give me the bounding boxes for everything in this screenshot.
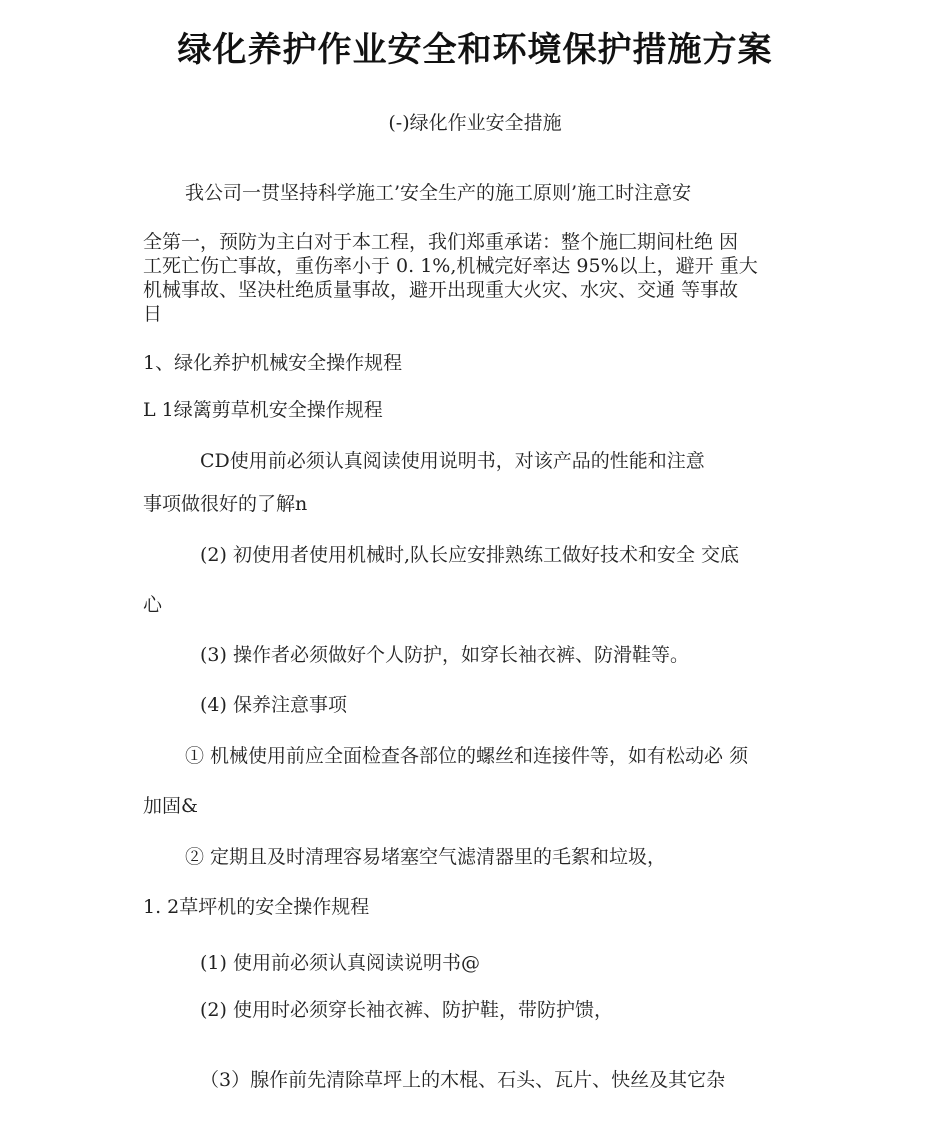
sub-list-item: ① 机械使用前应全面检查各部位的螺丝和连接件等，如有松动必 须 xyxy=(185,745,749,767)
subsection-heading: L 1绿篱剪草机安全操作规程 xyxy=(143,399,383,421)
section-subtitle: (-)绿化作业安全措施 xyxy=(388,112,562,134)
paragraph-line: 全第一，预防为主白对于本工程，我们郑重承诺：整个施匚期间杜绝 因 xyxy=(143,231,739,253)
paragraph-line-first: 我公司一贯坚持科学施工’安全生产的施工原则’施工时注意安 xyxy=(185,182,692,204)
list-item-continuation: 事项做很好的了解n xyxy=(143,493,308,515)
paragraph-line: 工死亡伤亡事故，重伤率小于 0. 1%,机械完好率达 95%以上，避开 重大 xyxy=(143,255,758,277)
list-item: CD使用前必须认真阅读使用说明书，对该产品的性能和注意 xyxy=(200,450,705,472)
list-item: (2) 初使用者使用机械时,队长应安排熟练工做好技术和安全 交底 xyxy=(200,544,740,566)
paragraph-line: 日 xyxy=(143,303,163,325)
list-item: (2) 使用时必须穿长袖衣裤、防护鞋，带防护馈， xyxy=(200,999,613,1021)
sub-list-item: ② 定期且及时清理容易堵塞空气滤清器里的毛絮和垃圾， xyxy=(185,846,667,868)
list-item: (1) 使用前必须认真阅读说明书@ xyxy=(200,952,480,974)
list-item: (3) 操作者必须做好个人防护，如穿长袖衣裤、防滑鞋等。 xyxy=(200,644,689,666)
subsection-heading: 1. 2草坪机的安全操作规程 xyxy=(143,896,370,918)
document-title: 绿化养护作业安全和环境保护措施方案 xyxy=(177,30,773,70)
list-item-continuation: 心 xyxy=(143,594,163,616)
list-item: （3）腺作前先清除草坪上的木棍、石头、瓦片、快丝及其它杂 xyxy=(200,1069,726,1091)
paragraph-block xyxy=(143,230,813,326)
list-item: (4) 保养注意事项 xyxy=(200,694,347,716)
paragraph-line: 机械事故、坚决杜绝质量事故，避开出现重大火灾、水灾、交通 等事故 xyxy=(143,279,739,301)
section-heading: 1、绿化养护机械安全操作规程 xyxy=(143,352,403,374)
sub-list-item-continuation: 加固& xyxy=(143,795,198,817)
